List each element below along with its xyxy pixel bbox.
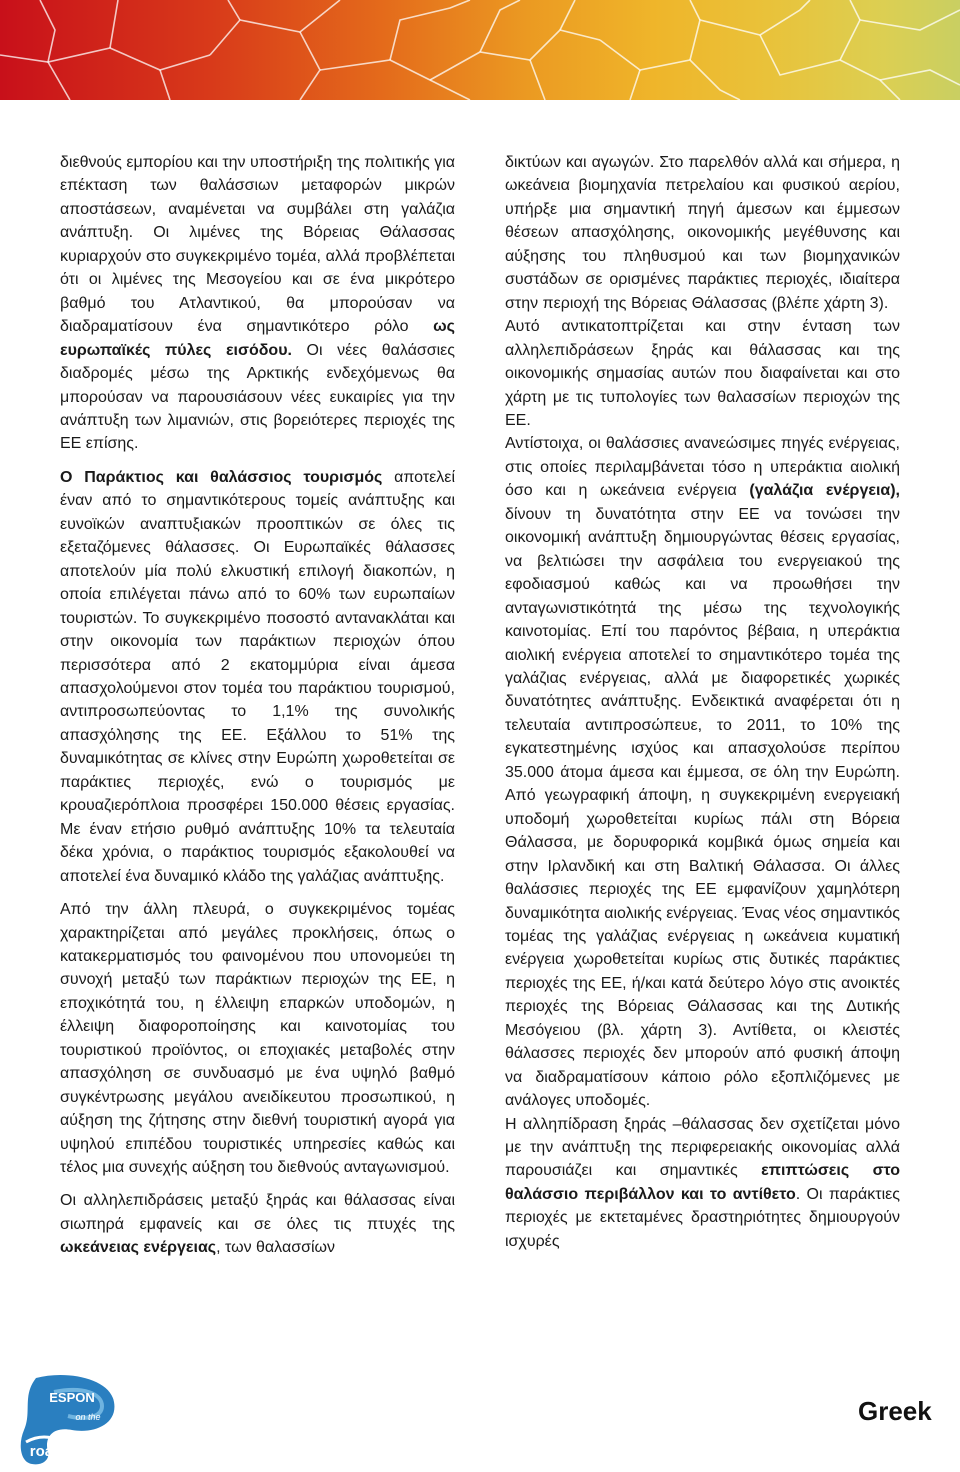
map-region-borders [0,0,960,100]
text-span: Οι νέες θαλάσσιες διαδρομές μέσω της Αρκτικής ενδεχόμενως θα μπορούσαν να παρουσιάσουν νέες ευκαιρίες για την ανάπτυξη των λιμανιών, στις βορειότερες περιοχές της ΕΕ επίσης. [60,341,455,453]
paragraph-ports [60,151,455,456]
text-span: δίνουν τη δυνατότητα στην ΕΕ να τονώσει την οικονομική ανάπτυξη δημιουργώντας θέσεις εργασίας, να βελτιώσει την ασφάλεια του ενεργειακού της εφοδιασμού καθώς και να προωθήσει την ανταγωνιστικότητά της μέσω της τεχνολογικής καινοτομίας. Επί του παρόντος βέβαια, η υπεράκτια αιολική ενέργεια αποτελεί το σημαντικότερο τομέα της γαλάζιας ενέργειας, αλλά με διαφορετικές χωρικές δυνατότητες ανάπτυξης. Ενδεικτικά αναφέρεται ότι η τελευταία αντιπροσώπευε, το 2011, το 10% της εγκατεστημένης ισχύος και απασχολούσε περίπου 35.000 άτομα άμεσα και έμμεσα, σε όλη την Ευρώπη. Από γεωγραφική άποψη, η συγκεκριμένη ενεργειακή υποδομή χωροθετείται κυρίως πάλι στη Βόρεια Θάλασσα, με δορυφορικά κομβικά όμως σημεία και στην Ιρλανδική και στη Βαλτική Θάλασσα. Οι άλλες θαλάσσιες περιοχές της ΕΕ εμφανίζουν χαμηλότερη δυναμικότητα αιολικής ενέργειας. Ένας νέος σημαντικός τομέας της γαλάζιας ενέργειας η ωκεάνεια κυματική ενέργεια χωροθετείται κυρίως στις δυτικές παράκτιες περιοχές της ΕΕ, ή/και κατά δεύτερο λόγο στις ανοικτές περιοχές της Βόρειας Θάλασσας και της Δυτικής Μεσόγειου (βλ. χάρτη 3). Αντίθετα, οι κλειστές θάλασσες περιοχές δεν μπορούν από φυσική άποψη να διαδραματίσουν κάποιο ρόλο εξοπλιζόμενες με ανάλογες υποδομές. [505,505,900,1110]
logo-on-the-text: on the [75,1412,101,1422]
text-span: αποτελεί έναν από το σημαντικότερους τομείς ανάπτυξης και ευνοϊκών αναπτυξιακών προοπτικών σε όλες τις εξεταζόμενες θάλασσες. Οι Ευρωπαϊκές θάλασσες αποτελούν μία πολύ ελκυστική επιλογή διακοπών, η οποία επιλέγεται πάνω από το 60% των ευρωπαίων τουριστών. Το συγκεκριμένο ποσοστό αντανακλάται και στην οικονομία των παράκτιων περιοχών όπου περισσότερα από 2 εκατομμύρια είναι άμεσα απασχολούμενοι στον τομέα του παράκτιου τουρισμού, αντιπροσωπεύοντας το 1,1% της συνολικής απασχόλησης της ΕΕ. Εξάλλου το 51% της δυναμικότητας σε κλίνες στην Ευρώπη χωροθετείται σε παράκτιες περιοχές, ενώ ο τουρισμός με κρουαζιερόπλοια προσφέρει 150.000 θέσεις εργασίας. Με έναν ετήσιο ρυθμό ανάπτυξης 10% τα τελευταία δέκα χρόνια, ο παράκτιος τουρισμός εξακολουθεί να αποτελεί ένα δυναμικό κλάδο της γαλάζιας ανάπτυξης. [60,468,455,885]
bold-text: ωκεάνειας ενέργειας [60,1239,217,1257]
bold-text: (γαλάζια ενέργεια), [749,482,900,500]
paragraph-ocean-energy [60,1189,455,1259]
text-span: . Οι παράκτιες περιοχές με εκτεταμένες δραστηριότητες δημιουργούν ισχυρές [505,1185,900,1250]
paragraph-tourism [60,466,455,888]
paragraph-typologies: Αυτό αντικατοπτρίζεται και στην ένταση των αλληλεπιδράσεων ξηράς και θάλασσας και της οικονομικής σημασίας αυτών που διαφαίνεται και στο χάρτη με τις τυπολογίες των θαλασσίων περιοχών της ΕΕ. [505,318,900,429]
text-span: διεθνούς εμπορίου και την υποστήριξη της πολιτικής για επέκταση των θαλάσσιων μεταφορών μικρών αποστάσεων, αναμένεται να συμβάλει στη γαλάζια ανάπτυξη. Οι λιμένες της Βόρειας Θάλασσας κυριαρχούν στο συγκεκριμένο τομέα, αλλά προβλέπεται ότι οι λιμένες της Μεσογείου και σε ένα μικρότερο βαθμό του Ατλαντικού, θα μπορούσαν να διαδραματίσουν ένα σημαντικότερο ρόλο [60,154,455,336]
text-span: Η αλληπίδραση ξηράς –θάλασσας δεν σχετίζεται μόνο με την ανάπτυξη της περιφερειακής οικονομίας αλλά παρουσιάζει και σημαντικές [505,1115,900,1180]
paragraph-oil-gas: δικτύων και αγωγών. Στο παρελθόν αλλά και σήμερα, η ωκεάνεια βιομηχανία πετρελαίου και φυσικού αερίου, υπήρξε μια σημαντική πηγή άμεσων και έμμεσων θέσεων απασχόλησης, οικονομικής μεγέθυνσης και αύξησης του πληθυσμού και των βιομηχανικών συστάδων σε ορισμένες παράκτιες περιοχές, ιδιαίτερα στην περιοχή της Βόρειας Θάλασσας (βλέπε χάρτη 3). [505,154,900,312]
text-span: Αντίστοιχα, οι θαλάσσιες ανανεώσιμες πηγές ενέργειας, στις οποίες περιλαμβάνεται τόσο η υπεράκτια αιολική όσο και η ωκεάνεια ενέργεια [505,435,900,500]
language-label: Greek [858,1396,932,1426]
paragraph-blue-energy [505,432,900,1112]
left-text-column [60,151,455,1260]
paragraph-challenges: Από την άλλη πλευρά, ο συγκεκριμένος τομέας χαρακτηρίζεται από μεγάλες προκλήσεις, όπως ο κατακερματισμός του φαινομένου που υπονομεύει τη συνοχή μεταξύ των παράκτιων περιοχών της ΕΕ, η εποχικότητά του, η έλλειψη επαρκών υποδομών, η έλλειψη διαφοροποίησης και καινοτομίας του τουριστικού προϊόντος, οι εποχιακές μεταβολές στην απασχόληση σε συνδυασμό με ένα υψηλό βαθμό συγκέντρωσης μεγάλου ανειδίκευτου προσωπικού, η αύξηση της ζήτησης στην διεθνή τουριστική αγορά για υψηλού επιπέδου τουριστικές υπηρεσίες καθώς και τέλος μια συνεχής αύξηση του διεθνούς ανταγωνισμού. [60,901,455,1177]
paragraph-environment [505,1113,900,1254]
logo-espon-text: ESPON [49,1390,95,1405]
text-span: Οι αλληλεπιδράσεις μεταξύ ξηράς και θάλασσας είναι σιωπηρά εμφανείς και σε όλες τις πτυχές της [60,1192,455,1233]
header-map-banner [0,0,960,100]
espon-logo [14,1372,124,1467]
espon-road-logo-icon [14,1372,124,1467]
bold-text: Ο Παράκτιος και θαλάσσιος τουρισμός [60,468,383,486]
bold-text: ως ευρωπαϊκές πύλες εισόδου. [60,318,455,359]
text-span: , των θαλασσίων [216,1239,335,1257]
logo-road-text: road [29,1443,63,1460]
right-text-column [505,151,900,1253]
bold-text: επιπτώσεις στο θαλάσσιο περιβάλλον και το αντίθετο [505,1162,900,1203]
